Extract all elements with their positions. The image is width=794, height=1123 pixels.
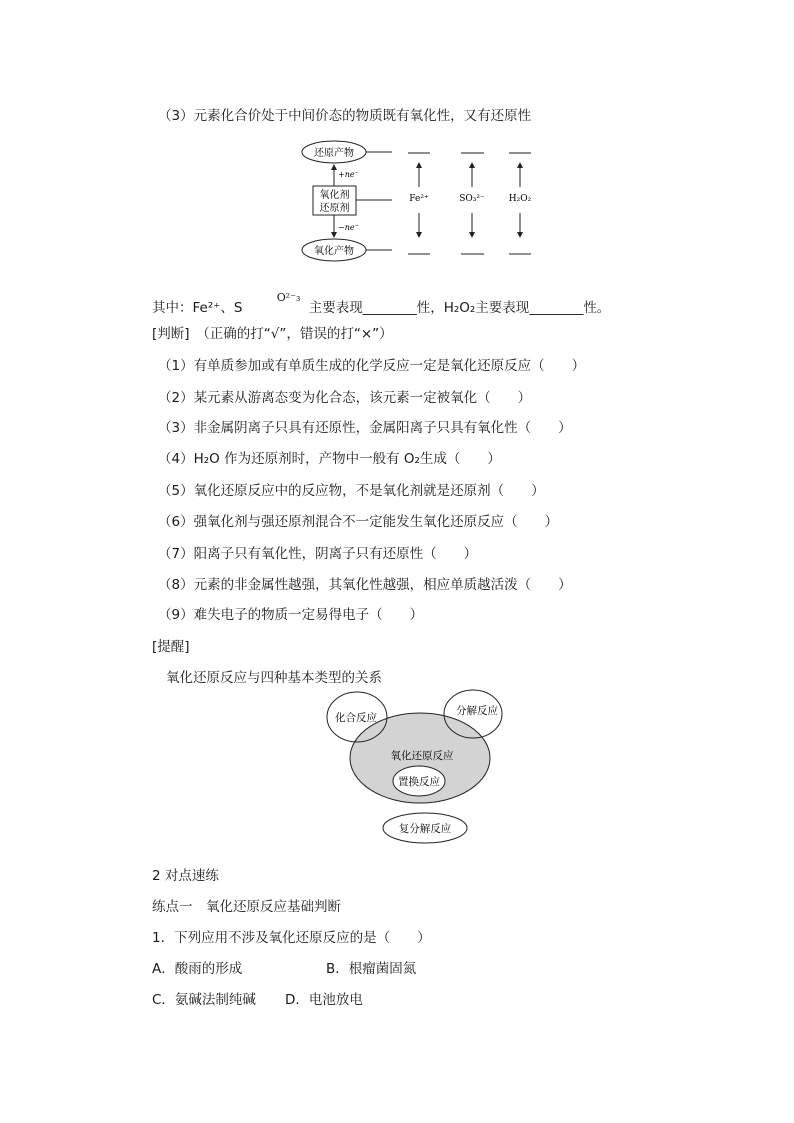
judge-heading: [判断] （正确的打“√”，错误的打“×”） <box>152 326 393 342</box>
qizhong-line <box>152 291 611 316</box>
judge-item-4: （4）H₂O 作为还原剂时，产物中一般有 O₂生成（ ） <box>158 451 501 467</box>
reaction-types-diagram <box>327 690 502 843</box>
tip-text: 氧化还原反应与四种基本类型的关系 <box>166 670 382 686</box>
box-line2: 还原剂 <box>319 203 350 214</box>
species-fe: Fe²⁺ <box>409 194 429 204</box>
redox-label: 氧化还原反应 <box>390 750 454 762</box>
minus-ne-label: −ne⁻ <box>338 223 359 232</box>
judge-item-1: （1）有单质参加或有单质生成的化学反应一定是氧化还原反应（ ） <box>158 358 586 374</box>
species-h2o2: H₂O₂ <box>508 194 532 204</box>
species-column-h2o2 <box>509 153 532 254</box>
so3-superscript: O²⁻₃ <box>276 291 301 304</box>
qizhong-mid2: 性，H₂O₂主要表现 <box>416 300 530 316</box>
plus-ne-label: +ne⁻ <box>338 170 359 179</box>
section2-title: 2 对点速练 <box>152 868 219 884</box>
option-c: C．氨碱法制纯碱 <box>152 992 256 1008</box>
qizhong-prefix: 其中：Fe²⁺、S <box>152 300 243 316</box>
judge-item-5: （5）氧化还原反应中的反应物，不是氧化剂就是还原剂（ ） <box>158 483 545 499</box>
blank-1: ________ <box>362 300 417 316</box>
decomposition-label: 分解反应 <box>456 705 498 717</box>
judge-item-2: （2）某元素从游离态变为化合态，该元素一定被氧化（ ） <box>158 390 532 406</box>
box-line1: 氧化剂 <box>319 190 350 201</box>
option-b: B．根瘤菌固氮 <box>326 961 417 977</box>
practice-title: 练点一 氧化还原反应基础判断 <box>152 899 341 915</box>
blank-2: ________ <box>529 300 584 316</box>
species-column-fe <box>408 153 430 254</box>
combination-label: 化合反应 <box>335 712 377 724</box>
option-a: A．酸雨的形成 <box>152 961 243 977</box>
judge-item-7: （7）阳离子只有氧化性，阴离子只有还原性（ ） <box>158 546 478 562</box>
species-so3: SO₃²⁻ <box>459 194 485 204</box>
judge-item-3: （3）非金属阴离子只具有还原性，金属阳离子只具有氧化性（ ） <box>158 420 572 436</box>
qizhong-mid1: 主要表现 <box>308 300 363 316</box>
judge-item-6: （6）强氧化剂与强还原剂混合不一定能发生氧化还原反应（ ） <box>158 514 559 530</box>
question-1: 1．下列应用不涉及氧化还原反应的是（ ） <box>152 930 431 946</box>
section3-heading: （3）元素化合价处于中间价态的物质既有氧化性，又有还原性 <box>158 108 532 124</box>
displacement-label: 置换反应 <box>398 776 440 788</box>
oxidation-product-label: 氧化产物 <box>314 246 354 257</box>
judge-item-9: （9）难失电子的物质一定易得电子（ ） <box>158 607 424 623</box>
option-d: D．电池放电 <box>285 992 363 1008</box>
double-decomposition-label: 复分解反应 <box>398 823 452 835</box>
qizhong-suffix: 性。 <box>583 300 611 316</box>
judge-item-8: （8）元素的非金属性越强，其氧化性越强，相应单质越活泼（ ） <box>158 577 572 593</box>
tip-heading: [提醒] <box>152 639 190 655</box>
species-column-so3 <box>459 153 485 254</box>
reduction-product-label: 还原产物 <box>314 148 354 159</box>
